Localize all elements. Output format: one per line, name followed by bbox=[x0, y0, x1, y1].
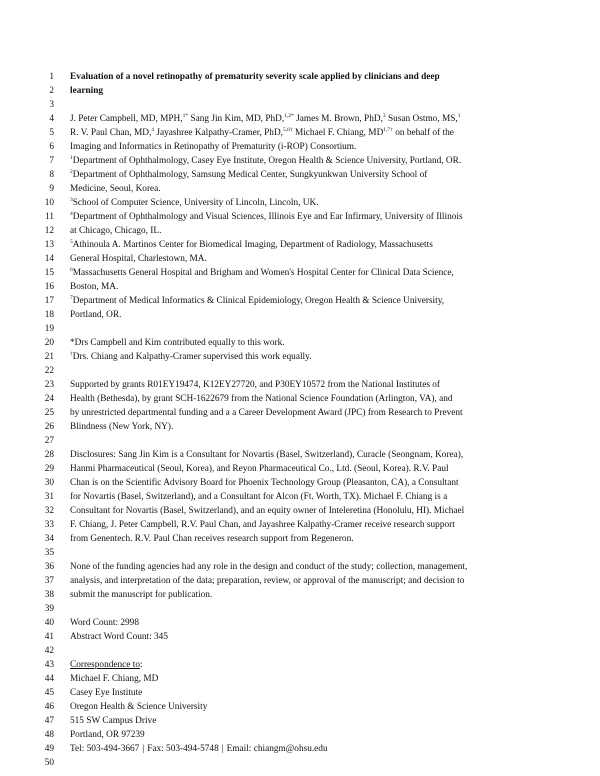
line-number-label: 31 bbox=[44, 492, 54, 502]
line-number bbox=[0, 266, 56, 280]
line-number bbox=[0, 448, 56, 462]
line-number-label: 7 bbox=[49, 156, 54, 166]
line-number bbox=[0, 434, 56, 448]
line-number-label: 39 bbox=[44, 604, 54, 614]
line-number bbox=[0, 462, 56, 476]
line-number-label: 41 bbox=[44, 632, 54, 642]
line-number bbox=[0, 714, 56, 728]
line-number bbox=[0, 112, 56, 126]
line-number bbox=[0, 574, 56, 588]
line-number bbox=[0, 196, 56, 210]
disclosures-line-6: F. Chiang, J. Peter Campbell, R.V. Paul Chan, and Jayashree Kalpathy-Cramer receive research support bbox=[70, 520, 455, 530]
line-number-label: 13 bbox=[44, 240, 54, 250]
line-number-label: 2 bbox=[49, 86, 54, 96]
line-number bbox=[0, 672, 56, 686]
correspondence-name: Michael F. Chiang, MD bbox=[70, 674, 159, 684]
line-number bbox=[0, 336, 56, 350]
line-number bbox=[0, 532, 56, 546]
email: Email: chiangm@ohsu.edu bbox=[226, 744, 328, 754]
line-number bbox=[0, 686, 56, 700]
correspondence-university: Oregon Health & Science University bbox=[70, 702, 208, 712]
line-number bbox=[0, 168, 56, 182]
role-line-3: submit the manuscript for publication. bbox=[70, 590, 213, 600]
line-number bbox=[0, 322, 56, 336]
disclosures-line-3: Chan is on the Scientific Advisory Board for Phoenix Technology Group (Pleasanton, CA), a Consultant bbox=[70, 478, 459, 488]
line-number bbox=[0, 602, 56, 616]
affiliation-6: $^6$Massachusetts General Hospital and Brigham and Women's Hospital Center for Clinical Data Science, bbox=[70, 267, 454, 278]
line-number-label: 14 bbox=[44, 254, 54, 264]
disclosures-line-4: for Novartis (Basel, Switzerland), and a Consultant for Alcon (Ft. Worth, TX). Michael F. Chiang is a bbox=[70, 492, 448, 502]
line-number bbox=[0, 140, 56, 154]
line-number-label: 25 bbox=[44, 408, 54, 418]
line-number bbox=[0, 224, 56, 238]
affiliation-6-cont: Boston, MA. bbox=[70, 282, 119, 292]
line-number-label: 18 bbox=[44, 310, 54, 320]
affiliation-7: $^7$Department of Medical Informatics & Clinical Epidemiology, Oregon Health & Science University, bbox=[70, 295, 445, 306]
line-number-label: 35 bbox=[44, 548, 54, 558]
line-number-label: 32 bbox=[44, 506, 54, 516]
line-number-label: 38 bbox=[44, 590, 54, 600]
funding-line-2: Health (Bethesda), by grant SCH-1622679 from the National Science Foundation (Arlington, VA), and bbox=[70, 394, 453, 404]
authors-line-3: Imaging and Informatics in Retinopathy of Prematurity (i-ROP) Consortium. bbox=[70, 142, 357, 152]
affiliation-5-cont: General Hospital, Charlestown, MA. bbox=[70, 254, 207, 264]
line-number-label: 30 bbox=[44, 478, 54, 488]
funding-line-1: Supported by grants R01EY19474, K12EY27720, and P30EY10572 from the National Institutes of bbox=[70, 380, 441, 390]
line-number-label: 16 bbox=[44, 282, 54, 292]
line-number-label: 44 bbox=[44, 674, 54, 684]
line-number-label: 28 bbox=[44, 450, 54, 460]
line-number bbox=[0, 280, 56, 294]
line-number bbox=[0, 420, 56, 434]
line-number bbox=[0, 504, 56, 518]
affiliation-5: $^5$Athinoula A. Martinos Center for Biomedical Imaging, Department of Radiology, Massachusetts bbox=[70, 239, 433, 250]
correspondence-institute: Casey Eye Institute bbox=[70, 688, 143, 698]
line-number bbox=[0, 518, 56, 532]
line-number-label: 29 bbox=[44, 464, 54, 474]
affiliation-4-cont: at Chicago, Chicago, IL. bbox=[70, 226, 162, 236]
line-number bbox=[0, 84, 56, 98]
line-number bbox=[0, 700, 56, 714]
role-line-2: analysis, and interpretation of the data; preparation, review, or approval of the manuscript; and decision to bbox=[70, 576, 465, 586]
disclosures-line-1: Disclosures: Sang Jin Kim is a Consultant for Novartis (Basel, Switzerland), Curacle (Seongnam, Korea), bbox=[70, 450, 464, 460]
line-number bbox=[0, 364, 56, 378]
disclosures-line-2: Hanmi Pharmaceutical (Seoul, Korea), and Reyon Pharmaceutical Co., Ltd. (Seoul, Korea). R.V. Paul bbox=[70, 464, 449, 474]
funding-line-3: by unrestricted departmental funding and a a Career Development Award (JPC) from Research to Prevent bbox=[70, 408, 463, 418]
abstract-word-count: Abstract Word Count: 345 bbox=[70, 632, 168, 642]
line-number bbox=[0, 294, 56, 308]
line-number-label: 15 bbox=[44, 268, 54, 278]
disclosures-line-5: Consultant for Novartis (Basel, Switzerland), and an equity owner of Inteleretina (Honolulu, HI). Michael bbox=[70, 506, 465, 516]
line-number bbox=[0, 476, 56, 490]
line-number bbox=[0, 546, 56, 560]
line-number bbox=[0, 70, 56, 84]
line-number-label: 4 bbox=[49, 114, 54, 124]
line-number-label: 50 bbox=[44, 758, 54, 768]
line-number bbox=[0, 210, 56, 224]
line-number bbox=[0, 238, 56, 252]
line-number-label: 17 bbox=[44, 296, 54, 306]
line-number-label: 26 bbox=[44, 422, 54, 432]
fax: Fax: 503-494-5748 bbox=[147, 744, 219, 754]
line-number-label: 11 bbox=[45, 212, 54, 222]
line-number-label: 42 bbox=[44, 646, 54, 656]
line-number bbox=[0, 154, 56, 168]
line-number-label: 43 bbox=[44, 660, 54, 670]
note-equal-contribution: *Drs Campbell and Kim contributed equally to this work. bbox=[70, 338, 285, 348]
line-number-label: 37 bbox=[44, 576, 54, 586]
separator: | bbox=[142, 744, 145, 754]
line-number bbox=[0, 182, 56, 196]
line-number-label: 24 bbox=[44, 394, 54, 404]
line-number bbox=[0, 406, 56, 420]
telephone: Tel: 503-494-3667 bbox=[70, 744, 140, 754]
correspondence-heading: Correspondence to: bbox=[70, 660, 143, 670]
correspondence-contact bbox=[70, 742, 540, 756]
line-number-label: 46 bbox=[44, 702, 54, 712]
line-number bbox=[0, 588, 56, 602]
line-number-label: 9 bbox=[49, 184, 54, 194]
word-count: Word Count: 2998 bbox=[70, 618, 139, 628]
line-number-label: 40 bbox=[44, 618, 54, 628]
line-number bbox=[0, 728, 56, 742]
funding-line-4: Blindness (New York, NY). bbox=[70, 422, 174, 432]
authors-line-1: J. Peter Campbell, MD, MPH,$^{1*}$ Sang Jin Kim, MD, PhD,$^{1,2*}$ James M. Brown, PhD,$^3$ Susan Ostmo, MS,$^1$ bbox=[70, 113, 461, 124]
authors-line-2: R. V. Paul Chan, MD,$^4$ Jayashree Kalpathy-Cramer, PhD,$^{5,6\dagger}$ Michael F. Chiang, $MD^{1,7\dagger}$ on behalf of the bbox=[70, 127, 454, 138]
line-number bbox=[0, 756, 56, 770]
line-number-label: 21 bbox=[44, 352, 54, 362]
line-number-label: 34 bbox=[44, 534, 54, 544]
affiliation-2-cont: Medicine, Seoul, Korea. bbox=[70, 184, 161, 194]
line-number-label: 22 bbox=[44, 366, 54, 376]
line-number bbox=[0, 742, 56, 756]
line-number bbox=[0, 98, 56, 112]
line-number bbox=[0, 616, 56, 630]
line-number-label: 19 bbox=[44, 324, 54, 334]
affiliation-4: $^4$Department of Ophthalmology and Visual Sciences, Illinois Eye and Ear Infirmary, University of Illinois bbox=[70, 211, 463, 222]
line-number-label: 45 bbox=[44, 688, 54, 698]
line-number bbox=[0, 378, 56, 392]
line-number bbox=[0, 392, 56, 406]
title-line-2: learning bbox=[70, 86, 104, 96]
line-number bbox=[0, 644, 56, 658]
line-number bbox=[0, 630, 56, 644]
line-number-label: 1 bbox=[49, 72, 54, 82]
line-number-label: 23 bbox=[44, 380, 54, 390]
line-number-label: 36 bbox=[44, 562, 54, 572]
line-number-label: 20 bbox=[44, 338, 54, 348]
line-number bbox=[0, 308, 56, 322]
line-number-label: 8 bbox=[49, 170, 54, 180]
role-line-1: None of the funding agencies had any role in the design and conduct of the study; collection, management, bbox=[70, 562, 468, 572]
line-number-label: 47 bbox=[44, 716, 54, 726]
line-number bbox=[0, 490, 56, 504]
correspondence-city: Portland, OR 97239 bbox=[70, 730, 145, 740]
affiliation-2: $^2$Department of Ophthalmology, Samsung Medical Center, Sungkyunkwan University School of bbox=[70, 169, 428, 180]
note-equal-supervision: †Drs. Chiang and Kalpathy-Cramer supervised this work equally. bbox=[70, 351, 312, 362]
affiliation-3: $^3$School of Computer Science, University of Lincoln, Lincoln, UK. bbox=[70, 197, 319, 208]
line-number-label: 10 bbox=[44, 198, 54, 208]
line-number-label: 3 bbox=[49, 100, 54, 110]
line-number-label: 27 bbox=[44, 436, 54, 446]
line-number bbox=[0, 560, 56, 574]
correspondence-street: 515 SW Campus Drive bbox=[70, 716, 157, 726]
line-number-label: 49 bbox=[44, 744, 54, 754]
line-number bbox=[0, 658, 56, 672]
line-number-label: 33 bbox=[44, 520, 54, 530]
affiliation-7-cont: Portland, OR. bbox=[70, 310, 122, 320]
separator: | bbox=[221, 744, 224, 754]
line-number-label: 6 bbox=[49, 142, 54, 152]
line-number-label: 48 bbox=[44, 730, 54, 740]
line-number bbox=[0, 252, 56, 266]
line-number bbox=[0, 126, 56, 140]
affiliation-1: $^1$Department of Ophthalmology, Casey Eye Institute, Oregon Health & Science University, Portland, OR. bbox=[70, 155, 462, 166]
line-number-label: 12 bbox=[44, 226, 54, 236]
line-number-label: 5 bbox=[49, 128, 54, 138]
line-number bbox=[0, 350, 56, 364]
disclosures-line-7: from Genentech. R.V. Paul Chan receives research support from Regeneron. bbox=[70, 534, 354, 544]
title-line-1: Evaluation of a novel retinopathy of prematurity severity scale applied by clinicians and deep bbox=[70, 72, 440, 82]
